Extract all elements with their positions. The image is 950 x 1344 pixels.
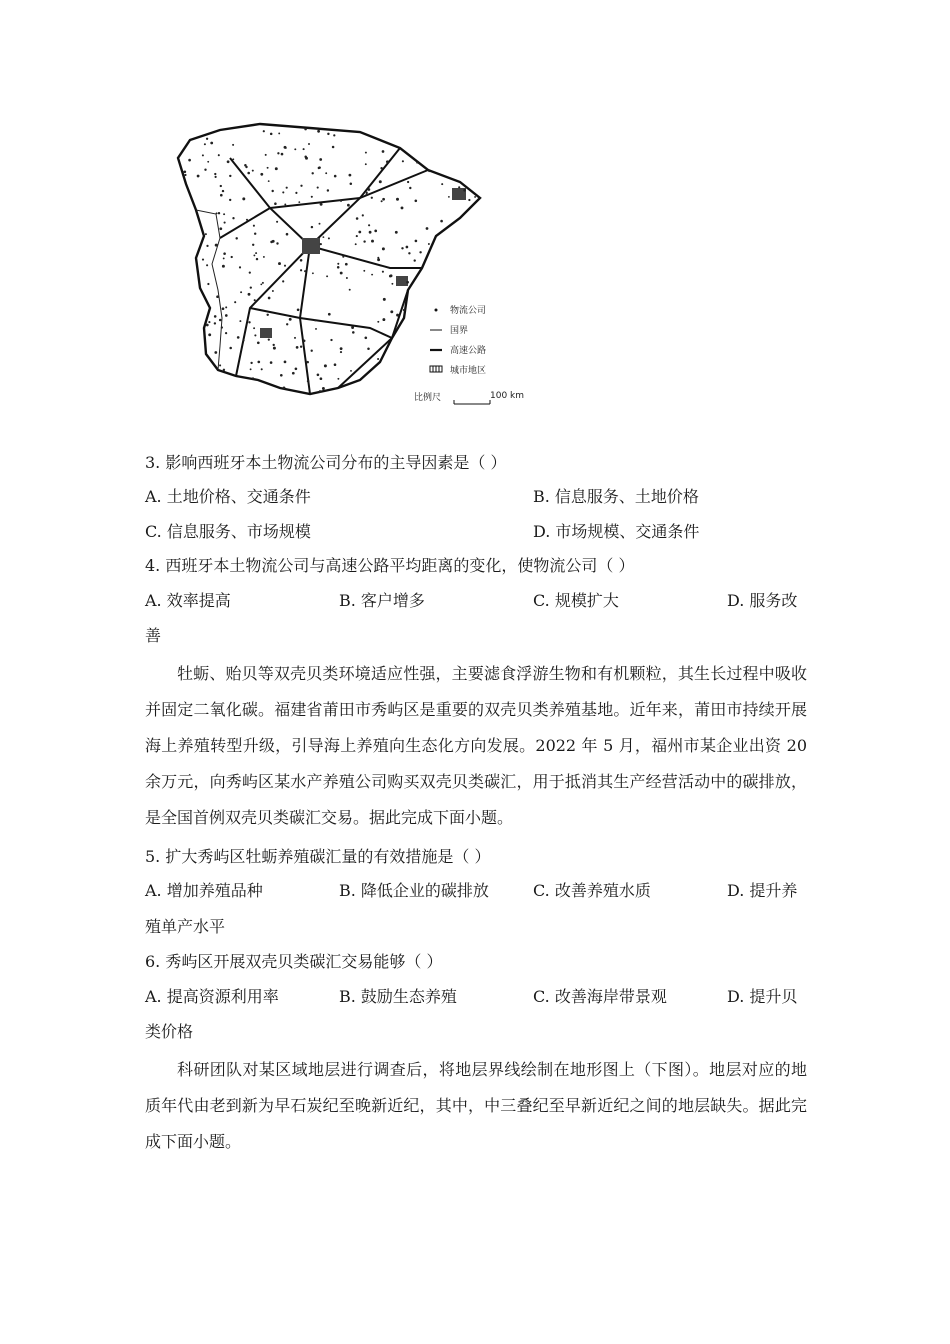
- logistics-company-dot: [294, 148, 296, 150]
- q5-option-c[interactable]: C. 改善养殖水质: [533, 881, 651, 900]
- logistics-company-dot: [254, 232, 256, 234]
- logistics-company-dot: [317, 374, 320, 377]
- logistics-company-dot: [364, 336, 367, 339]
- logistics-company-dot: [248, 321, 250, 323]
- logistics-company-dot: [249, 272, 251, 274]
- logistics-company-dot: [474, 196, 476, 198]
- logistics-company-dot: [383, 298, 386, 301]
- logistics-company-dot: [391, 283, 393, 285]
- logistics-company-dot: [210, 142, 213, 145]
- logistics-company-dot: [409, 187, 411, 189]
- logistics-company-dot: [202, 259, 204, 261]
- logistics-company-dot: [314, 319, 316, 321]
- logistics-company-dot: [396, 314, 399, 317]
- logistics-company-dot: [274, 202, 277, 205]
- logistics-company-dot: [240, 291, 242, 293]
- passage-1-text: 牡蛎、贻贝等双壳贝类环境适应性强，主要滤食浮游生物和有机颗粒，其生长过程中吸收并固定二氧化碳。福建省莆田市秀屿区是重要的双壳贝类养殖基地。近年来，莆田市持续开展海上养殖转型升级，引导海上养殖向生态化方向发展。2022 年 5 月，福州市某企业出资 20 余万元，向秀屿区某水产养殖公司购买双壳贝类碳汇，用于抵消其生产经营活动中的碳排放，是全国首例双壳贝类碳汇交易。据此完成下面小题。: [145, 664, 807, 827]
- q4-option-d[interactable]: D. 服务改: [727, 591, 798, 610]
- logistics-company-dot: [218, 154, 220, 156]
- logistics-company-dot: [223, 213, 225, 215]
- logistics-company-dot: [244, 164, 247, 167]
- logistics-company-dot: [239, 266, 241, 268]
- q3-option-c[interactable]: C. 信息服务、市场规模: [145, 522, 311, 541]
- logistics-company-dot: [219, 319, 222, 322]
- q3-option-b[interactable]: B. 信息服务、土地价格: [533, 487, 699, 506]
- logistics-company-dot: [363, 240, 365, 242]
- logistics-company-dot: [296, 346, 299, 349]
- logistics-company-dot: [408, 252, 410, 254]
- logistics-company-dot: [403, 309, 406, 312]
- logistics-company-dot: [358, 231, 361, 234]
- logistics-company-dot: [327, 133, 329, 135]
- logistics-company-dot: [250, 368, 252, 370]
- logistics-company-dot: [202, 154, 204, 156]
- q4-option-c[interactable]: C. 规模扩大: [533, 591, 619, 610]
- logistics-company-dot: [253, 225, 255, 227]
- logistics-company-dot: [311, 226, 313, 228]
- logistics-company-dot: [268, 339, 270, 341]
- logistics-company-dot: [286, 187, 288, 189]
- logistics-company-dot: [246, 219, 248, 221]
- logistics-company-dot: [468, 199, 470, 201]
- logistics-company-dot: [225, 306, 227, 308]
- logistics-company-dot: [401, 247, 403, 249]
- logistics-company-dot: [333, 134, 335, 136]
- logistics-company-dot: [229, 175, 231, 177]
- logistics-company-dot: [337, 266, 340, 269]
- logistics-company-dot: [276, 242, 278, 244]
- logistics-company-dot: [407, 181, 409, 183]
- logistics-company-dot: [242, 197, 245, 200]
- logistics-company-dot: [362, 214, 364, 216]
- logistics-company-dot: [406, 246, 409, 249]
- logistics-company-dot: [320, 203, 323, 206]
- logistics-company-dot: [284, 204, 286, 206]
- logistics-company-dot: [304, 156, 307, 159]
- logistics-company-dot: [340, 200, 342, 202]
- logistics-company-dot: [257, 341, 260, 344]
- logistics-company-dot: [216, 295, 219, 298]
- q6-option-d[interactable]: D. 提升贝: [727, 987, 798, 1006]
- logistics-company-dot: [206, 264, 208, 266]
- logistics-company-dot: [225, 314, 228, 317]
- logistics-company-dot: [311, 350, 313, 352]
- logistics-company-dot: [319, 223, 321, 225]
- scale-label: 比例尺: [414, 393, 442, 403]
- logistics-company-dot: [214, 351, 217, 354]
- logistics-company-dot: [319, 158, 322, 161]
- logistics-company-dot: [278, 132, 280, 134]
- logistics-company-dot: [273, 344, 275, 346]
- logistics-company-dot: [278, 262, 281, 265]
- logistics-company-dot: [289, 318, 292, 321]
- logistics-company-dot: [232, 217, 234, 219]
- logistics-company-dot: [366, 193, 368, 195]
- logistics-company-dot: [253, 327, 255, 329]
- logistics-company-dot: [402, 160, 404, 162]
- logistics-company-dot: [267, 167, 269, 169]
- logistics-company-dot: [303, 339, 306, 342]
- logistics-company-dot: [222, 265, 225, 268]
- logistics-company-dot: [272, 290, 274, 292]
- logistics-company-dot: [416, 162, 418, 164]
- logistics-company-dot: [322, 387, 325, 390]
- logistics-company-dot: [382, 150, 385, 153]
- logistics-company-dot: [295, 192, 297, 194]
- logistics-company-dot: [328, 313, 331, 316]
- legend-label-0: 物流公司: [450, 306, 487, 316]
- logistics-company-dot: [345, 263, 348, 266]
- logistics-company-dot: [237, 336, 240, 339]
- logistics-company-dot: [311, 196, 313, 198]
- logistics-company-dot: [206, 138, 208, 140]
- logistics-company-dot: [363, 270, 365, 272]
- logistics-company-dot: [356, 217, 359, 220]
- logistics-company-dot: [352, 331, 355, 334]
- logistics-company-dot: [222, 190, 224, 192]
- logistics-company-dot: [271, 190, 273, 192]
- logistics-company-dot: [197, 175, 200, 178]
- map-legend: [414, 304, 524, 404]
- logistics-company-dot: [381, 200, 383, 202]
- logistics-company-dot: [428, 243, 430, 245]
- logistics-company-dot: [257, 361, 260, 364]
- logistics-company-dot: [382, 198, 385, 201]
- logistics-company-dot: [377, 258, 380, 261]
- q6-option-b[interactable]: B. 鼓励生态养殖: [339, 987, 457, 1006]
- logistics-company-dot: [320, 377, 323, 380]
- logistics-company-dot: [303, 148, 305, 150]
- logistics-company-dot: [219, 364, 221, 366]
- logistics-company-dot: [206, 324, 209, 327]
- logistics-company-dot: [463, 189, 466, 192]
- q6-stem: 6. 秀屿区开展双壳贝类碳汇交易能够（ ）: [145, 952, 443, 971]
- logistics-company-dot: [268, 180, 270, 182]
- logistics-company-dot: [367, 347, 370, 350]
- logistics-company-dot: [214, 173, 216, 175]
- logistics-company-dot: [188, 159, 191, 162]
- logistics-company-dot: [300, 346, 302, 348]
- q4-option-a[interactable]: A. 效率提高: [145, 591, 231, 610]
- logistics-company-dot: [232, 158, 234, 160]
- logistics-company-dot: [328, 237, 330, 239]
- logistics-company-dot: [448, 196, 450, 198]
- logistics-company-dot: [377, 321, 379, 323]
- logistics-company-dot: [229, 347, 232, 350]
- q4-stem: 4. 西班牙本土物流公司与高速公路平均距离的变化，使物流公司（ ）: [145, 556, 635, 575]
- logistics-company-dot: [221, 326, 223, 328]
- logistics-company-dot: [347, 204, 350, 207]
- logistics-company-dot: [204, 143, 206, 145]
- logistics-company-dot: [231, 256, 233, 258]
- q6-option-c[interactable]: C. 改善海岸带景观: [533, 987, 667, 1006]
- logistics-company-dot: [281, 153, 284, 156]
- q6-option-d-continuation: 类价格: [145, 1022, 194, 1041]
- logistics-company-dot: [286, 323, 288, 325]
- logistics-company-dot: [332, 146, 335, 149]
- logistics-company-dot: [208, 333, 211, 336]
- logistics-company-dot: [346, 277, 348, 279]
- logistics-company-dot: [215, 244, 218, 247]
- logistics-company-dot: [419, 251, 421, 253]
- logistics-company-dot: [380, 167, 382, 169]
- q6-option-a[interactable]: A. 提高资源利用率: [145, 987, 279, 1006]
- logistics-company-dot: [220, 185, 222, 187]
- q5-option-a[interactable]: A. 增加养殖品种: [145, 881, 263, 900]
- logistics-company-dot: [297, 308, 300, 311]
- logistics-company-dot: [334, 363, 337, 366]
- logistics-company-dot: [184, 174, 186, 176]
- logistics-company-dot: [318, 166, 321, 169]
- logistics-company-dot: [349, 174, 352, 177]
- q3-option-a[interactable]: A. 土地价格、交通条件: [145, 487, 311, 506]
- logistics-company-dot: [401, 206, 404, 209]
- logistics-company-dot: [263, 130, 265, 132]
- logistics-company-dot: [282, 191, 284, 193]
- logistics-company-dot: [183, 170, 186, 173]
- logistics-company-dot: [379, 180, 382, 183]
- logistics-company-dot: [371, 197, 373, 199]
- logistics-company-dot: [377, 358, 379, 360]
- legend-label-1: 国界: [450, 326, 469, 336]
- logistics-company-dot: [280, 374, 283, 377]
- logistics-company-dot: [395, 231, 398, 234]
- logistics-company-dot: [272, 240, 275, 243]
- logistics-company-dot: [284, 361, 287, 364]
- logistics-company-dot: [382, 247, 385, 250]
- logistics-company-dot: [224, 222, 226, 224]
- logistics-company-dot: [204, 169, 206, 171]
- logistics-company-dot: [351, 326, 354, 329]
- logistics-company-dot: [300, 185, 302, 187]
- logistics-company-dot: [256, 258, 258, 260]
- logistics-company-dot: [390, 310, 393, 313]
- logistics-company-dot: [214, 315, 217, 318]
- logistics-company-dot: [215, 176, 217, 178]
- logistics-company-dot: [218, 212, 220, 214]
- logistics-company-dot: [304, 270, 306, 272]
- q5-option-d[interactable]: D. 提升养: [727, 881, 798, 900]
- logistics-company-dot: [283, 387, 286, 390]
- logistics-company-dot: [369, 231, 372, 234]
- logistics-company-dot: [205, 233, 207, 235]
- passage-1: [145, 656, 807, 836]
- logistics-company-dot: [337, 263, 339, 265]
- logistics-company-dot: [426, 227, 429, 230]
- logistics-company-dot: [312, 172, 314, 174]
- logistics-company-dot: [365, 163, 367, 165]
- logistics-company-dot: [260, 173, 263, 176]
- legend-label-3: 城市地区: [450, 366, 487, 376]
- logistics-company-dot: [225, 332, 227, 334]
- logistics-company-dot: [458, 186, 460, 188]
- q5-option-b[interactable]: B. 降低企业的碳排放: [339, 881, 489, 900]
- logistics-company-dot: [216, 212, 218, 214]
- logistics-company-dot: [263, 256, 265, 258]
- logistics-company-dot: [266, 314, 268, 316]
- spain-logistics-map: [160, 118, 530, 430]
- logistics-company-dot: [312, 272, 314, 274]
- logistics-company-dot: [268, 297, 271, 300]
- q5-stem: 5. 扩大秀屿区牡蛎养殖碳汇量的有效措施是（ ）: [145, 847, 491, 866]
- logistics-company-dot: [214, 322, 216, 324]
- logistics-company-dot: [286, 233, 289, 236]
- logistics-company-dot: [406, 281, 409, 284]
- logistics-company-dot: [389, 275, 392, 278]
- logistics-company-dot: [220, 194, 223, 197]
- logistics-company-dot: [275, 167, 278, 170]
- q3-stem: 3. 影响西班牙本土物流公司分布的主导因素是（ ）: [145, 453, 507, 472]
- logistics-company-dot: [252, 244, 254, 246]
- passage-2-text: 科研团队对某区域地层进行调查后，将地层界线绘制在地形图上（下图）。地层对应的地质年代由老到新为早石炭纪至晚新近纪，其中，中三叠纪至早新近纪之间的地层缺失。据此完成下面小题。: [145, 1060, 807, 1151]
- logistics-company-dot: [276, 221, 278, 223]
- logistics-company-dot: [326, 275, 328, 277]
- q5-option-d-continuation: 殖单产水平: [145, 917, 226, 936]
- logistics-company-dot: [232, 144, 234, 146]
- logistics-company-dot: [342, 256, 344, 258]
- logistics-company-dot: [253, 254, 255, 256]
- logistics-company-dot: [229, 199, 231, 201]
- logistics-company-dot: [223, 257, 225, 259]
- logistics-company-dot: [248, 293, 251, 296]
- logistics-company-dot: [307, 380, 310, 383]
- logistics-company-dot: [270, 133, 273, 136]
- logistics-company-dot: [371, 240, 374, 243]
- logistics-company-dot: [377, 257, 379, 259]
- q4-option-d-continuation: 善: [145, 626, 162, 645]
- logistics-company-dot: [340, 272, 343, 275]
- logistics-company-dot: [355, 243, 357, 245]
- logistics-company-dot: [243, 339, 245, 341]
- logistics-company-dot: [208, 321, 210, 323]
- logistics-company-dot: [252, 377, 254, 379]
- logistics-company-dot: [319, 390, 322, 393]
- logistics-company-dot: [340, 351, 342, 353]
- logistics-company-dot: [350, 370, 352, 372]
- logistics-company-dot: [285, 147, 287, 149]
- logistics-company-dot: [234, 301, 236, 303]
- logistics-company-dot: [252, 170, 254, 172]
- logistics-company-dot: [247, 172, 250, 175]
- logistics-company-dot: [350, 182, 353, 185]
- logistics-company-dot: [262, 282, 264, 284]
- logistics-company-dot: [273, 347, 276, 350]
- legend-dot-symbol: [435, 309, 438, 312]
- logistics-company-dot: [440, 220, 443, 223]
- logistics-company-dot: [396, 198, 399, 201]
- logistics-company-dot: [368, 224, 370, 226]
- logistics-company-dot: [250, 362, 252, 364]
- logistics-company-dot: [223, 369, 225, 371]
- logistics-company-dot: [239, 320, 241, 322]
- logistics-company-dot: [414, 259, 416, 261]
- logistics-dots: [183, 128, 476, 393]
- logistics-company-dot: [327, 189, 329, 191]
- logistics-company-dot: [300, 269, 302, 271]
- scale-value: 100 km: [490, 391, 525, 401]
- logistics-company-dot: [284, 265, 286, 267]
- logistics-company-dot: [282, 280, 284, 282]
- passage-2: [145, 1052, 807, 1160]
- logistics-company-dot: [261, 368, 263, 370]
- logistics-company-dot: [340, 347, 343, 350]
- logistics-company-dot: [415, 200, 418, 203]
- logistics-company-dot: [315, 328, 317, 330]
- logistics-company-dot: [207, 283, 209, 285]
- logistics-company-dot: [219, 227, 222, 230]
- logistics-company-dot: [294, 337, 296, 339]
- logistics-company-dot: [415, 240, 418, 243]
- q3-option-d[interactable]: D. 市场规模、交通条件: [533, 522, 700, 541]
- logistics-company-dot: [365, 152, 367, 154]
- logistics-company-dot: [317, 187, 319, 189]
- logistics-company-dot: [317, 130, 320, 133]
- logistics-company-dot: [428, 170, 430, 172]
- logistics-company-dot: [324, 364, 327, 367]
- logistics-company-dot: [382, 271, 384, 273]
- logistics-company-dot: [320, 243, 322, 245]
- map-svg: [160, 118, 530, 430]
- logistics-company-dot: [322, 236, 324, 238]
- logistics-company-dot: [298, 201, 300, 203]
- logistics-company-dot: [337, 378, 339, 380]
- logistics-company-dot: [227, 160, 230, 163]
- logistics-company-dot: [308, 143, 310, 145]
- highways: [220, 148, 428, 394]
- logistics-company-dot: [270, 361, 273, 364]
- logistics-company-dot: [441, 183, 443, 185]
- logistics-company-dot: [254, 299, 256, 301]
- logistics-company-dot: [223, 252, 226, 255]
- logistics-company-dot: [260, 284, 262, 286]
- logistics-company-dot: [207, 161, 209, 163]
- logistics-company-dot: [382, 318, 385, 321]
- logistics-company-dot: [206, 245, 208, 247]
- logistics-company-dot: [306, 361, 309, 364]
- q4-option-b[interactable]: B. 客户增多: [339, 591, 425, 610]
- logistics-company-dot: [334, 175, 337, 178]
- logistics-company-dot: [222, 307, 225, 310]
- logistics-company-dot: [250, 286, 252, 288]
- logistics-company-dot: [300, 259, 303, 262]
- logistics-company-dot: [235, 237, 237, 239]
- logistics-company-dot: [374, 230, 377, 233]
- logistics-company-dot: [295, 367, 298, 370]
- logistics-company-dot: [265, 154, 267, 156]
- logistics-company-dot: [386, 160, 389, 163]
- logistics-company-dot: [255, 252, 257, 254]
- logistics-company-dot: [292, 372, 295, 375]
- logistics-company-dot: [371, 274, 373, 276]
- logistics-company-dot: [368, 188, 371, 191]
- logistics-company-dot: [356, 235, 358, 237]
- logistics-company-dot: [330, 339, 332, 341]
- legend-label-2: 高速公路: [450, 346, 487, 356]
- logistics-company-dot: [254, 334, 256, 336]
- logistics-company-dot: [304, 128, 307, 131]
- logistics-company-dot: [277, 152, 279, 154]
- logistics-company-dot: [349, 289, 351, 291]
- logistics-company-dot: [325, 172, 327, 174]
